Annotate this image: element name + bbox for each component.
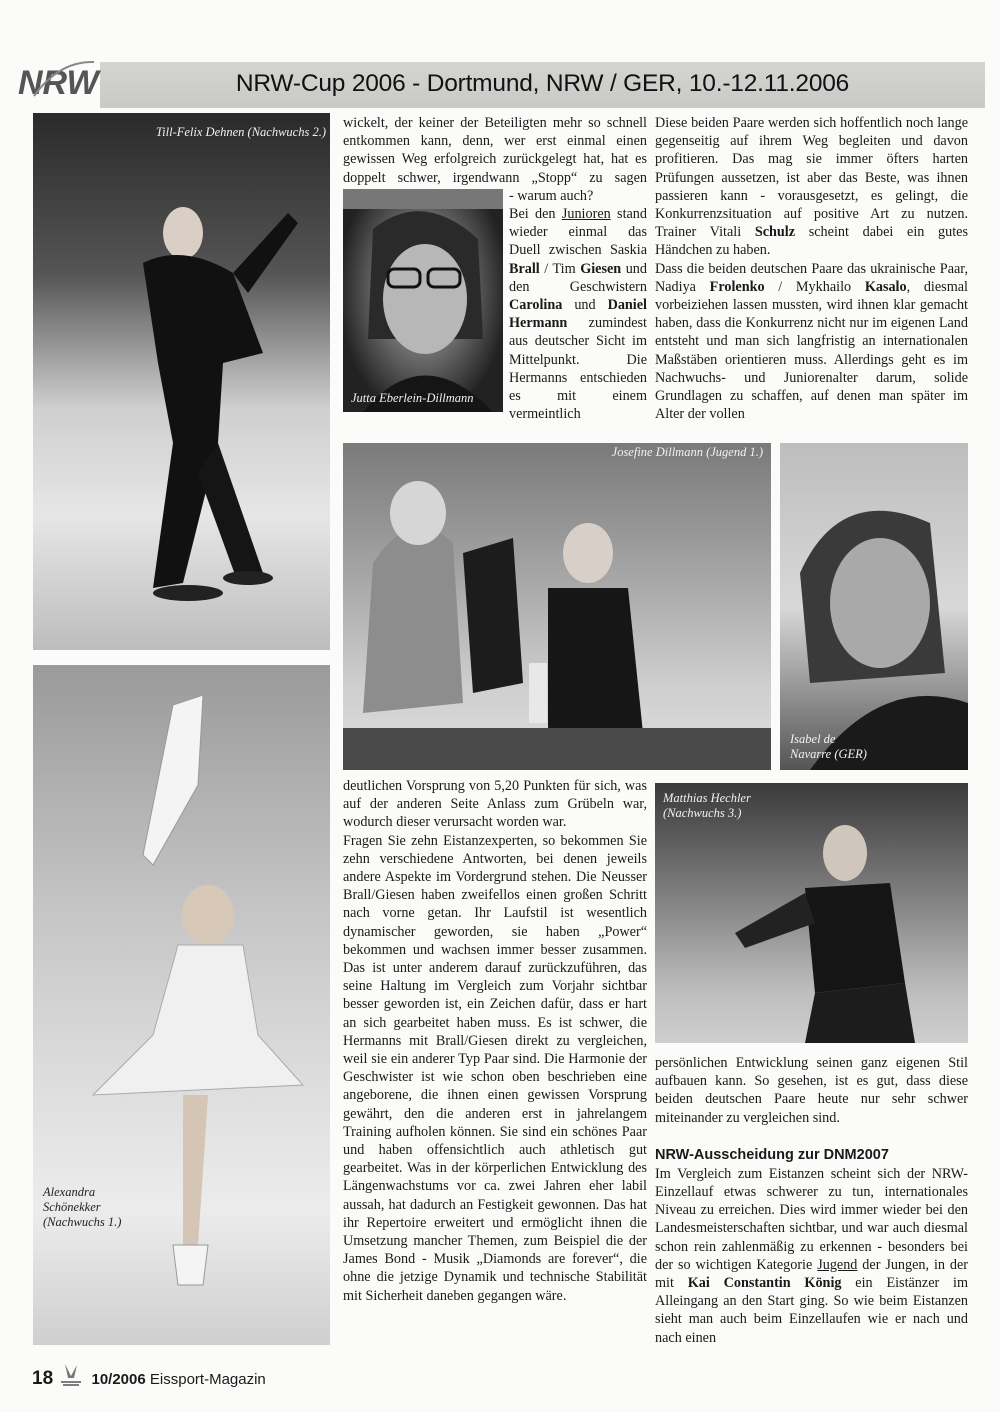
page-title: NRW-Cup 2006 - Dortmund, NRW / GER, 10.-12.11.2006 <box>235 70 850 97</box>
text-run: Bei den <box>509 206 562 223</box>
issue-number: 10/2006 <box>91 1371 146 1388</box>
photo-caption <box>790 732 867 762</box>
text-run: , diesmal vorbeiziehen lassen mussten, wird ihnen klar gemacht haben, dass die Konkurrenz nicht nur im eigenen Land entsteht und man sich langfristig an internationalen Maßstäben orientieren muss. Allerdings geht es im Nachwuchs- und Juniorenalter darum, solide Grundlagen zu schaffen, auf denen man später im Alter der vollen <box>655 278 968 423</box>
article-column-3-top <box>655 114 968 428</box>
bold-name: Kai Constantin König <box>687 1275 842 1292</box>
text-run: stand wieder einmal das Duell zwischen Saskia <box>509 206 647 259</box>
caption-line: Alexandra <box>43 1185 96 1199</box>
photo-josefine-dillmann <box>343 443 771 770</box>
bold-name: Kasalo <box>864 278 907 295</box>
text-run: wickelt, der keiner der Beteiligten mehr so schnell entkommen kann, denn, wer erst einmal einen gewissen Weg erfolgreich zurückgelegt hat, hat es doppelt schwer, irgendwann „Stopp“ zu sagen <box>343 115 647 186</box>
paragraph <box>343 777 647 832</box>
text-run: ein Eistänzer im Alleingang an den Start ging. So wie beim Eistanzen sieht man auch beim Einzellaufen wie er nach und nach einen <box>655 1275 968 1346</box>
text-run: und den Geschwistern <box>509 260 647 295</box>
text-run: und <box>562 297 608 314</box>
text-run: - warum auch? <box>509 187 594 204</box>
article-column-3-bottom <box>655 1054 968 1346</box>
photo-caption: Josefine Dillmann (Jugend 1.) <box>611 445 763 459</box>
magazine-name: Eissport-Magazin <box>149 1371 266 1388</box>
text-run: der Jungen, in der mit <box>655 1256 968 1292</box>
bold-name: Carolina <box>509 297 563 314</box>
text-run: scheint dabei ein gutes Händchen zu haben. <box>655 224 968 259</box>
caption-line: Navarre (GER) <box>790 747 867 761</box>
photo-jutta-eberlein-dillmann <box>343 189 503 412</box>
caption-line: Matthias Hechler <box>663 791 751 805</box>
paragraph <box>655 1054 968 1127</box>
photo-isabel-de-navarre <box>780 443 968 770</box>
text-run: Dass die beiden deutschen Paare das ukrainische Paar, Nadiya <box>655 260 968 295</box>
section-heading: NRW-Ausscheidung zur DNM2007 <box>655 1146 889 1163</box>
caption-line: (Nachwuchs 1.) <box>43 1215 122 1229</box>
bold-name: Daniel Hermann <box>509 297 647 332</box>
article-column-2-top <box>343 114 647 428</box>
photo-caption <box>663 791 751 821</box>
text-run: Diese beiden Paare werden sich hoffentlich noch lange gegenseitig auf ihrem Weg begleiten und davon profitieren. Das mag sie immer öfters harten Prüfungen aussetzen, ist aber das Beste, was ihnen passieren kann - vorausgesetzt, es gelingt, die Konkurrenzsituation auf positive Art zu nutzen. Trainer Vitali <box>655 115 968 241</box>
bold-name: Giesen <box>580 260 622 277</box>
nrw-logo <box>14 56 102 104</box>
svg-text:NRW: NRW <box>18 64 99 102</box>
paragraph <box>343 114 647 187</box>
caption-line: Schönekker <box>43 1200 101 1214</box>
text-run: Im Vergleich zum Eistanzen scheint sich der NRW-Einzellauf etwas schwerer zu tun, internationales Niveau zu erreichen. Dies wird immer wieder bei den Landesmeisterschaften sichtbar, und war auch diesmal schon rein zahlenmäßig zu erkennen - besonders bei der so wichtigen Kategorie <box>655 1165 968 1273</box>
photo-caption <box>43 1185 121 1230</box>
photo-caption: Jutta Eberlein-Dillmann <box>351 390 474 405</box>
bold-name: Schulz <box>754 224 796 241</box>
bold-name: Brall <box>509 260 540 277</box>
text-run: Fragen Sie zehn Eistanzexperten, so bekommen Sie zehn verschiedene Antworten, bei denen jeweils andere Aspekte im Vordergrund stehen. Die Neusser Brall/Giesen haben zweifellos einen großen Schritt nach vorne getan. Ihr Laufstil ist wesentlich dynamischer geworden, sie haben „Power“ bekommen und wachsen immer besser zusammen. Das ist unter anderem darauf zurückzuführen, das seine Haltung im Vergleich zum Vorjahr sichtbar besser geworden ist, ein Zeichen dafür, dass er hart an sich gearbeitet haben muss. Es ist schwer, die Hermanns mit Brall/Giesen direkt zu vergleichen, weil sie ein anderer Typ Paar sind. Die Harmonie der Geschwister ist wie schon oben beschrieben eine angeborene, die ihnen einen gewissen Vorsprung gewährt, den die anderen erst in jahrelangem Training aufholen können. Sie sind ein schönes Paar und haben offensichtlich auch athletisch gut gearbeitet. Was in der körperlichen Entwicklung des Längenwachstums vor ca. zwei Jahren eher labil aussah, hat dadurch an Festigkeit gewonnen. Das hat ihr Repertoire erweitert und ermöglicht ihnen die Umsetzung mancher Themen, zum Beispiel die der James Bond - Musik „Diamonds are forever“, die ohne die jetzige Dynamik und technische Stabilität mit Sicherheit daneben gegangen wäre. <box>343 832 647 1304</box>
text-run: / Tim <box>539 260 581 277</box>
text-run: / Mykhailo <box>764 278 865 295</box>
paragraph <box>343 832 647 1305</box>
skate-logo-icon <box>57 1362 87 1396</box>
paragraph <box>655 260 968 424</box>
text-run: zumindest aus deutscher Sicht im Mittelpunkt. Die Hermanns entschieden es mit einem vermeintlich <box>509 315 647 423</box>
footer <box>32 1362 266 1396</box>
article-column-2-bottom <box>343 777 647 1345</box>
photo-caption: Till-Felix Dehnen (Nachwuchs 2.) <box>155 125 326 139</box>
underlined-term: Jugend <box>817 1256 858 1273</box>
paragraph <box>655 114 968 260</box>
photo-matthias-hechler <box>655 783 968 1043</box>
photo-alexandra-schoenekker <box>33 665 330 1345</box>
caption-line: (Nachwuchs 3.) <box>663 806 742 820</box>
photo-till-felix-dehnen <box>33 113 330 650</box>
paragraph <box>655 1165 968 1346</box>
page-number: 18 <box>32 1368 54 1389</box>
underlined-term: Junioren <box>561 206 611 223</box>
text-run: deutlichen Vorsprung von 5,20 Punkten für sich, was auf der anderen Seite Anlass zum Grübeln war, wodurch dieser verursacht worden war. <box>343 778 647 831</box>
text-run: persönlichen Entwicklung seinen ganz eigenen Stil aufbauen kann. So gesehen, ist es gut, dass diese beiden deutschen Paare heute nur sehr schwer miteinander zu vergleichen sind. <box>655 1055 968 1126</box>
bold-name: Frolenko <box>709 278 765 295</box>
caption-line: Isabel de <box>790 732 836 746</box>
